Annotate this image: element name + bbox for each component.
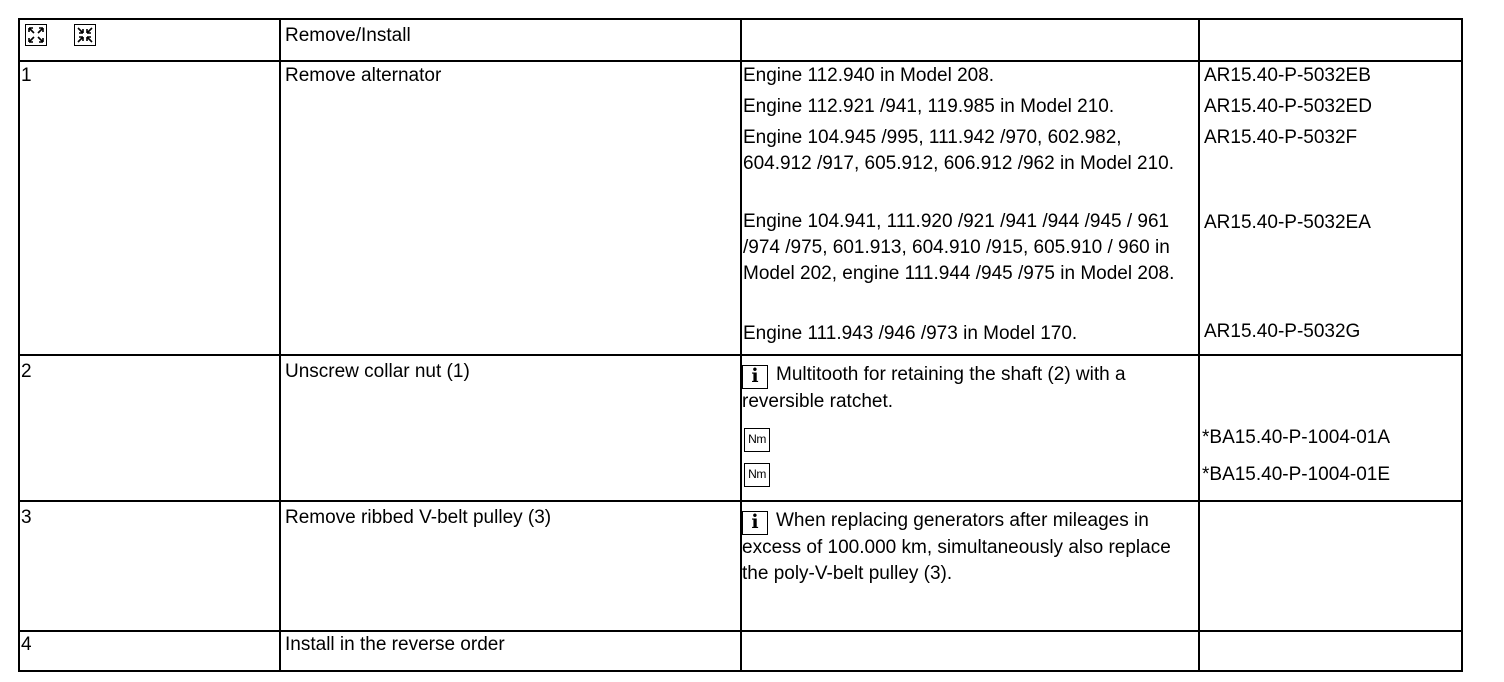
torque-icon[interactable]: Nm: [744, 463, 770, 487]
reference-link[interactable]: *BA15.40-P-1004-01E: [1202, 464, 1391, 485]
step-number: 1: [21, 65, 32, 86]
info-icon[interactable]: i: [742, 511, 768, 535]
reference-link[interactable]: AR15.40-P-5032EA: [1204, 212, 1371, 233]
engine-note: Engine 104.945 /995, 111.942 /970, 602.982, 604.912 /917, 605.912, 606.912 /962 in Model 210.: [743, 127, 1175, 174]
column-divider: [1198, 20, 1200, 670]
reference-link[interactable]: AR15.40-P-5032EB: [1204, 65, 1371, 86]
reference-link[interactable]: AR15.40-P-5032ED: [1204, 96, 1372, 117]
info-note-text: Multitooth for retaining the shaft (2) with a reversible ratchet.: [742, 364, 1126, 412]
step-action: Remove ribbed V-belt pulley (3): [285, 507, 552, 528]
info-note: [742, 508, 1187, 587]
step-action: Remove alternator: [285, 65, 442, 86]
engine-note: Engine 104.941, 111.920 /921 /941 /944 /945 / 961 /974 /975, 601.913, 604.910 /915, 605.910 / 960 in Model 202, engine 111.944 /945 /975 in Model 208.: [743, 211, 1175, 284]
step-number: 3: [21, 507, 32, 528]
info-icon[interactable]: i: [742, 365, 768, 389]
reference-link[interactable]: AR15.40-P-5032G: [1204, 321, 1361, 342]
engine-note: Engine 112.921 /941, 119.985 in Model 210.: [743, 96, 1115, 117]
column-divider: [279, 20, 281, 670]
expand-icon[interactable]: [25, 24, 47, 46]
step-number: 4: [21, 634, 32, 655]
collapse-icon[interactable]: [74, 24, 96, 46]
engine-note: Engine 112.940 in Model 208.: [743, 65, 995, 86]
reference-link[interactable]: *BA15.40-P-1004-01A: [1202, 427, 1391, 448]
step-action: Install in the reverse order: [285, 634, 505, 655]
info-note: [742, 362, 1162, 415]
reference-link[interactable]: AR15.40-P-5032F: [1204, 127, 1358, 148]
engine-note: Engine 111.943 /946 /973 in Model 170.: [743, 323, 1078, 344]
step-action: Unscrew collar nut (1): [285, 361, 470, 382]
step-number: 2: [21, 361, 32, 382]
torque-icon[interactable]: Nm: [744, 428, 770, 452]
header-title: Remove/Install: [285, 25, 411, 46]
info-note-text: When replacing generators after mileages in excess of 100.000 km, simultaneously also replace the poly-V-belt pulley (3).: [742, 510, 1171, 584]
